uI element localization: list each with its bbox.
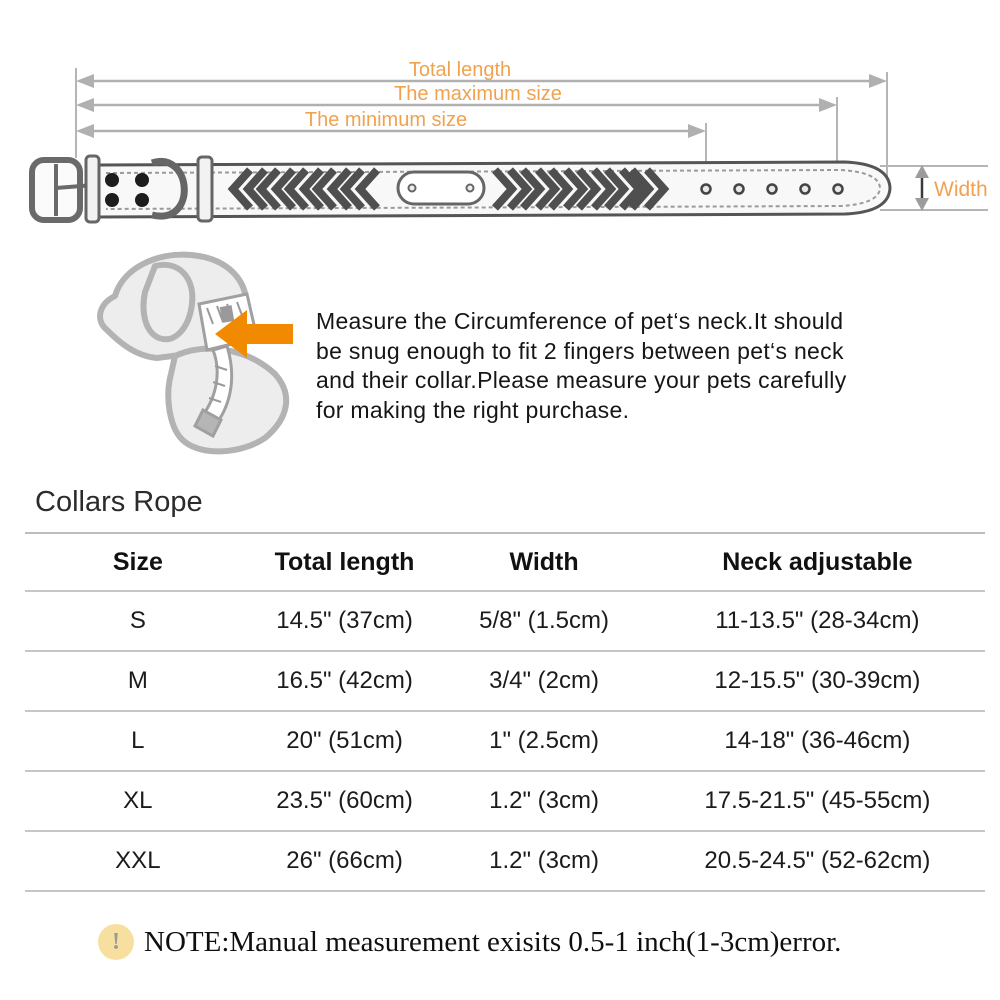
- cell-total-length: 14.5" (37cm): [276, 607, 413, 634]
- cell-width: 1.2" (3cm): [489, 787, 599, 814]
- cell-neck: 14-18" (36-46cm): [724, 727, 911, 754]
- col-header-total-length: Total length: [274, 547, 415, 576]
- cell-neck: 11-13.5" (28-34cm): [715, 607, 920, 634]
- table-row: [25, 771, 985, 831]
- cell-width: 1.2" (3cm): [489, 847, 599, 874]
- col-header-size: Size: [112, 547, 163, 576]
- instruction-line: Measure the Circumference of pet‘s neck.It should: [316, 308, 844, 334]
- table-header-row: [25, 533, 985, 591]
- cell-size: XL: [123, 787, 153, 814]
- cell-total-length: 23.5" (60cm): [276, 787, 413, 814]
- width-arrow: [915, 165, 929, 211]
- col-header-width: Width: [509, 547, 579, 576]
- instruction-line: for making the right purchase.: [316, 396, 630, 423]
- exclamation-icon: !: [98, 924, 134, 960]
- cell-size: XXL: [115, 847, 161, 874]
- cell-neck: 17.5-21.5" (45-55cm): [704, 787, 931, 814]
- minimum-size-label: The minimum size: [304, 109, 468, 131]
- dog-ear: [144, 265, 193, 339]
- table-title: Collars Rope: [35, 486, 203, 518]
- cell-neck: 20.5-24.5" (52-62cm): [704, 847, 931, 874]
- keeper-loop: [86, 156, 99, 222]
- dog-measuring-illustration: [95, 246, 325, 466]
- cell-width: 3/4" (2cm): [489, 667, 599, 694]
- cell-width: 1" (2.5cm): [489, 727, 599, 754]
- cell-size: M: [127, 667, 148, 694]
- table-row: [25, 831, 985, 891]
- size-table: [25, 532, 985, 892]
- measuring-instructions: [316, 307, 847, 425]
- table-row: [25, 711, 985, 771]
- collar-measurement-diagram: [0, 0, 1000, 240]
- cell-width: 5/8" (1.5cm): [479, 607, 609, 634]
- table-row: [25, 591, 985, 651]
- cell-size: S: [129, 607, 146, 634]
- cell-total-length: 16.5" (42cm): [276, 667, 413, 694]
- instruction-line: be snug enough to fit 2 fingers between pet‘s neck: [316, 337, 844, 364]
- cell-size: L: [131, 727, 145, 754]
- width-label: Width: [934, 178, 988, 201]
- maximum-size-label: The maximum size: [394, 83, 562, 105]
- cell-total-length: 20" (51cm): [286, 727, 403, 754]
- table-row: [25, 651, 985, 711]
- keeper-loop-2: [198, 157, 212, 221]
- note-row: [98, 920, 841, 964]
- total-length-label: Total length: [408, 59, 512, 81]
- cell-neck: 12-15.5" (30-39cm): [714, 667, 921, 694]
- col-header-neck-adjustable: Neck adjustable: [722, 547, 913, 576]
- collar-sketch: [32, 156, 890, 222]
- cell-total-length: 26" (66cm): [286, 847, 403, 874]
- instruction-line: and their collar.Please measure your pets carefully: [316, 367, 847, 393]
- note-text: NOTE:Manual measurement exisits 0.5-1 inch(1-3cm)error.: [144, 925, 842, 958]
